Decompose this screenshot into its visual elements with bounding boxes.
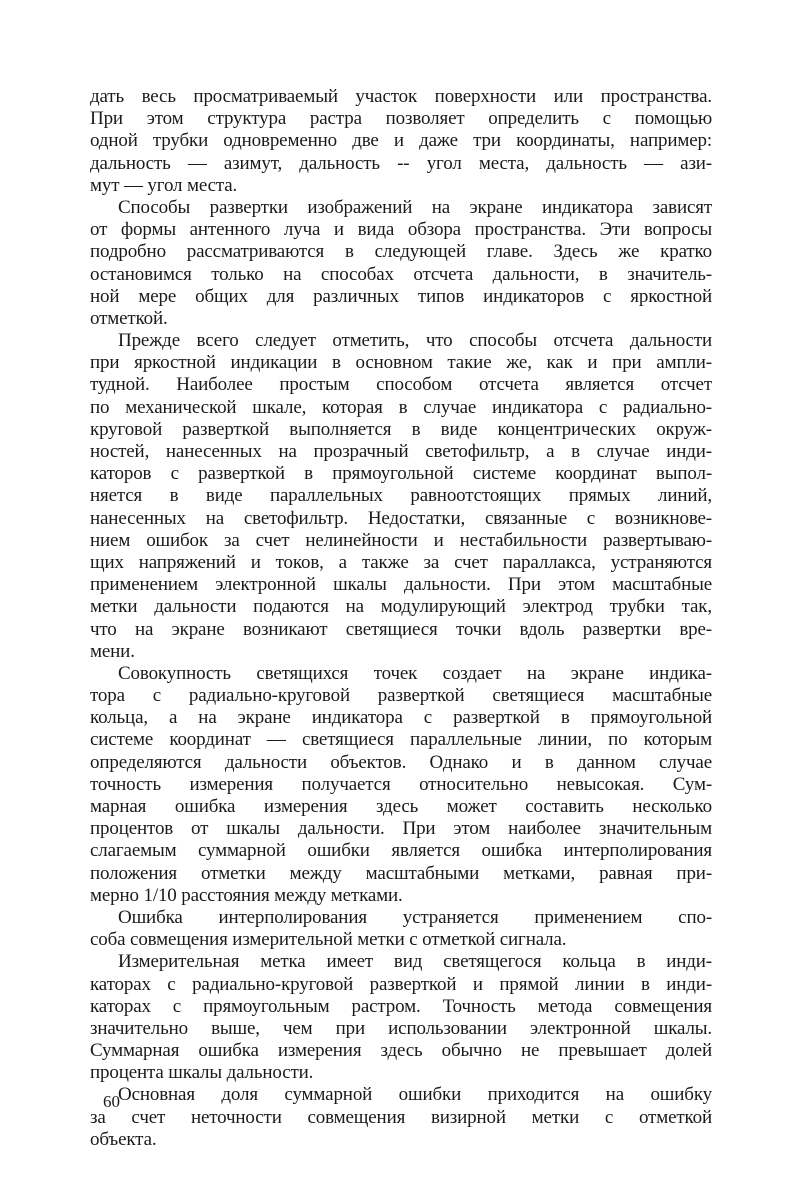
paragraph (90, 663, 712, 907)
text-line: каторах с радиально-круговой разверткой и прямой линии в инди- (90, 973, 712, 995)
text-line: отметкой. (90, 307, 168, 329)
text-line: мерно 1/10 расстояния между метками. (90, 884, 403, 906)
text-line: марная ошибка измерения здесь может составить несколько (90, 796, 712, 817)
text-line: Совокупность светящихся точек создает на экране индика- (118, 662, 712, 684)
text-line: подробно рассматриваются в следующей главе. Здесь же кратко (90, 241, 712, 263)
text-line: круговой разверткой выполняется в виде концентрических окруж- (90, 418, 712, 440)
text-line: мут — угол места. (90, 174, 238, 196)
text-line: остановимся только на способах отсчета дальности, в значитель- (90, 263, 712, 285)
text-line: за счет неточности совмещения визирной метки с отметкой (90, 1106, 712, 1128)
text-line: Измерительная метка имеет вид светящегося кольца в инди- (118, 951, 712, 973)
text-line: определяются дальности объектов. Однако и в данном случае (90, 751, 712, 773)
text-line: каторов с разверткой в прямоугольной системе координат выпол- (90, 463, 712, 485)
paragraph (90, 197, 712, 330)
text-line: дать весь просматриваемый участок поверхности или пространства. (90, 86, 712, 107)
text-line: слагаемым суммарной ошибки является ошибка интерполирования (90, 840, 712, 862)
text-line: Способы развертки изображений на экране индикатора зависят (118, 196, 712, 218)
text-line: няется в виде параллельных равноотстоящих прямых линий, (90, 485, 712, 507)
paragraph (90, 1084, 712, 1151)
text-line: нанесенных на светофильтр. Недостатки, связанные с возникнове- (90, 507, 712, 529)
text-line: При этом структура растра позволяет определить с помощью (90, 108, 712, 130)
text-line: тора с радиально-круговой разверткой светящиеся масштабные (90, 685, 712, 707)
text-line: по механической шкале, которая в случае индикатора с радиально- (90, 396, 712, 418)
text-line: метки дальности подаются на модулирующий электрод трубки так, (90, 596, 712, 618)
text-line: каторах с прямоугольным растром. Точность метода совмещения (90, 995, 712, 1017)
text-line: дальность — азимут, дальность -- угол места, дальность — ази- (90, 152, 712, 174)
text-line: при яркостной индикации в основном такие же, как и при ампли- (90, 352, 712, 374)
text-line: нием ошибок за счет нелинейности и нестабильности развертываю- (90, 529, 712, 551)
text-line: Ошибка интерполирования устраняется применением спо- (118, 906, 712, 928)
text-line: соба совмещения измерительной метки с отметкой сигнала. (90, 929, 567, 951)
text-line: кольца, а на экране индикатора с разверткой в прямоугольной (90, 707, 712, 729)
paragraph (90, 330, 712, 663)
text-line: применением электронной шкалы дальности. При этом масштабные (90, 574, 712, 596)
text-line: мени. (90, 640, 135, 662)
text-line: от формы антенного луча и вида обзора пространства. Эти вопросы (90, 219, 712, 241)
page-body (90, 86, 712, 1151)
paragraph (90, 951, 712, 1084)
text-line: одной трубки одновременно две и даже три координаты, например: (90, 130, 712, 152)
paragraph (90, 907, 712, 951)
text-line: процентов от шкалы дальности. При этом наиболее значительным (90, 818, 712, 840)
text-line: Суммарная ошибка измерения здесь обычно не превышает долей (90, 1040, 712, 1062)
text-line: Основная доля суммарной ошибки приходится на ошибку (118, 1084, 712, 1106)
page-number: 60 (103, 1092, 120, 1111)
text-line: ной мере общих для различных типов индикаторов с яркостной (90, 285, 712, 307)
text-line: что на экране возникают светящиеся точки вдоль развертки вре- (90, 618, 712, 640)
text-line: процента шкалы дальности. (90, 1062, 314, 1084)
text-line: системе координат — светящиеся параллельные линии, по которым (90, 729, 712, 751)
text-line: объекта. (90, 1128, 157, 1150)
text-line: Прежде всего следует отметить, что способы отсчета дальности (118, 330, 712, 352)
text-line: ностей, нанесенных на прозрачный светофильтр, а в случае инди- (90, 441, 712, 462)
text-line: щих напряжений и токов, а также за счет параллакса, устраняются (90, 551, 712, 573)
text-line: тудной. Наиболее простым способом отсчета является отсчет (90, 374, 712, 396)
text-line: значительно выше, чем при использовании электронной шкалы. (90, 1017, 712, 1039)
text-line: положения отметки между масштабными метками, равная при- (90, 862, 712, 884)
paragraph (90, 86, 712, 197)
text-line: точность измерения получается относительно невысокая. Сум- (90, 773, 712, 795)
